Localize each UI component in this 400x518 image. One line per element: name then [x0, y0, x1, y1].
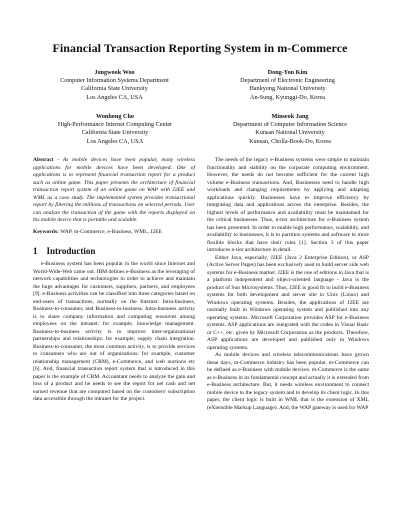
body-paragraph: As mobile devices and wireless telecommunications have grown these days, m-Commerce industry has been popular. m-Commerce can be defined as e-Business with mobile devices. m-Commerce is the same as e-Business in its fundamental concept and actually it is extended from e-Business architecture. But, it needs wireless environment to connect mobile device to the legacy system and to develop its client logic. In this paper, the client logic is built in WML that is the extension of XML (eXtensible Markup Language). And, the WAP gateway is used for WAP	[207, 352, 369, 411]
body-paragraph: The needs of the legacy e-Business systems were simple to maintain functionality and stability on the corporate computing environment. However, the needs do not become sufficient for the current high volume e-Business transactions. And, Businesses need to handle high workloads and changing requirements by applying and adapting applications quickly. Businesses have to improve efficiency by integrating data and applications across the enterprise. Besides, the highest levels of performance and availability must be maintained for the critical businesses. Thus, n-tier architecture for e-Business system has been presented. In order to enable high performance, scalability, and availability to businesses, it is to partition systems and software to more flexible blocks that have their roles [1]. Section 3 of this paper introduces n-tier architecture in detail.	[207, 157, 369, 253]
author-affiliation: Computer Information Systems Department	[60, 77, 169, 85]
author-location: Kunsan, Cholla-Book-Do, Korea	[249, 137, 331, 145]
abstract-label: Abstract -	[33, 157, 60, 163]
author-location: An-Sung, Kyunggi-Do, Korea	[250, 93, 325, 101]
paper-title: Financial Transaction Reporting System in m-Commerce	[52, 41, 348, 55]
author-affiliation: Department of Computer Information Science	[232, 121, 348, 129]
author-block-4	[210, 113, 370, 146]
section-heading	[33, 246, 195, 256]
right-column	[207, 157, 369, 412]
author-block-1	[42, 69, 187, 102]
author-affiliation: High-Performance Internet Computing Center	[57, 121, 173, 129]
abstract	[33, 157, 195, 225]
author-org: California State University	[81, 85, 148, 93]
keywords-label: Keywords:	[33, 228, 59, 235]
body-paragraph: Either Java, especially, J2EE (Java 2 Enterprise Edition), or ASP (Active Server Pages) has been exclusively used to build server side web systems for e-Business market. J2EE is the one of editions in Java that is a platform independent and object-oriented language - Java is the product of Sun Microsystems. Thus, J2EE is good fit to build e-Business systems for both development and server site in Unix (Linux) and Windows operating systems. Besides, the applications of J2EE are normally built in Windows operating system and published into any operating systems. Microsoft Corporation provides ASP for e-Business systems. ASP applications are integrated with the codes in Visual Basic or C++, etc. given by Microsoft Corporation as the products. Therefore, ASP applications are developed and published only in Windows operating systems.	[207, 254, 369, 351]
author-block-2	[215, 69, 360, 102]
left-column	[33, 157, 195, 404]
author-name: Dong-Yon Kim	[267, 69, 308, 76]
author-name: Jongwook Woo	[94, 69, 135, 76]
author-location: Los Angeles CA, USA	[86, 137, 144, 145]
author-block-3	[30, 113, 200, 146]
author-org: California State University	[81, 129, 149, 137]
author-name: Minseok Jang	[271, 113, 309, 120]
keywords	[33, 229, 195, 237]
author-org: Kunsan National University	[255, 129, 325, 137]
author-location: Los Angeles CA, USA	[86, 93, 143, 101]
author-name: Wonhong Cho	[95, 113, 134, 120]
abstract-text: As mobile devices have been popular, many wireless applications for mobile devices have been developed. One of applications is to represent financial transaction report for a product such as online game. This paper presents the architecture of financial transaction report system of an online game on WAP with J2EE and WML as a case study. The implemented system provides transactional report by filtering the millions of transactions on selected periods. User can analyze the transaction of the game with the reports displayed on his mobile device that is portable and scalable.	[33, 157, 195, 223]
author-org: Hankyong National University	[249, 85, 326, 93]
keywords-text: WAP, m-Commerce, e-Business, WML, J2EE	[60, 228, 163, 235]
author-affiliation: Department of Electronic Engineering	[240, 77, 335, 85]
section-title: Introduction	[46, 246, 96, 256]
section-number: 1	[33, 246, 38, 256]
intro-paragraph: e-Business system has been popular in the world since Internet and World-Wide-Web came out. IBM defines e-Business as the leveraging of network capabilities and technologies in order to achieve and maintain the huge advantages for customers, suppliers, partners, and employees [9]. e-Business activities can be classified into three categories based on end-users of transactions, normally on the Internet: Intra-business, Business-to-consumer, and Business-to-business. Intra-business activity is to share company information and computing resources among employees on the intranet: for example, knowledge management. Business-to-business activity is to improve inter-organizational partnerships and relationships: for example, supply chain integration. Business-to-consumer, the most common activity, is to provide services to consumers who are out of organizations: for example, customer relationship management (CRM), e-Commerce, and web auctions etc [6]. And, financial transaction report system that is introduced in this paper is the example of CRM. Accountant needs to analyze the gain and loss of a product and he needs to see the report for net cash and net earned revenue that are computed based on the customers' subscription data accessible through the intranet for the project.	[33, 261, 195, 402]
